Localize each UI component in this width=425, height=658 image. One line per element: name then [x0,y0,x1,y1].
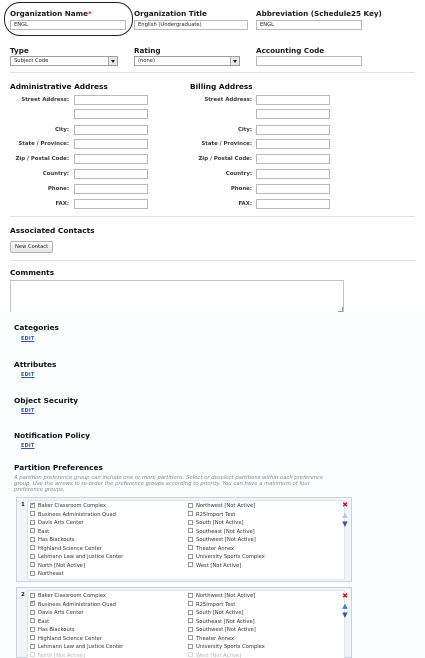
admin-city-input[interactable] [74,125,148,135]
billing-zip-input[interactable] [256,154,330,164]
billing-city-label: City: [237,127,252,133]
attributes-edit-link[interactable]: EDIT [21,373,35,378]
partition-option[interactable]: Northeast [30,570,64,578]
checkbox[interactable] [30,511,35,516]
checkbox[interactable] [188,635,193,640]
description-line: group. Use the arrows to re-order the preference groups according to priority. You can have a maximum of four [14,481,310,488]
move-down-arrow-icon[interactable]: ▼ [342,611,348,619]
partition-preferences-description [14,475,359,494]
checkbox[interactable] [30,562,35,567]
move-up-arrow-icon[interactable]: ▲ [342,602,348,610]
partition-option[interactable]: Southeast [Not Active] [188,618,255,626]
partition-option[interactable]: R25Import Test [188,511,235,519]
abbreviation-input[interactable]: ENGL [256,20,362,30]
billing-zip-label: Zip / Postal Code: [198,156,252,162]
associated-contacts-heading: Associated Contacts [10,226,95,235]
checkbox[interactable] [188,627,193,632]
type-select-value: Subject Code [14,58,49,64]
admin-zip-label: Zip / Postal Code: [15,156,69,162]
partition-option[interactable]: Southwest [Not Active] [188,626,256,634]
partition-option[interactable]: North [Not Active] [30,562,85,570]
billing-country-input[interactable] [256,169,330,179]
partition-option[interactable]: Davis Arts Center [30,609,84,617]
divider [10,260,415,261]
accounting-code-input[interactable] [256,56,362,66]
delete-x-icon[interactable]: ✖ [342,592,348,600]
object-security-edit-link[interactable]: EDIT [21,409,35,414]
checkbox[interactable] [30,627,35,632]
checkbox[interactable] [188,528,193,533]
partition-option[interactable]: Business Administration Quad [30,511,116,519]
billing-fax-input[interactable] [256,199,330,209]
partition-option[interactable]: South [Not Active] [188,609,244,617]
partition-option[interactable]: University Sports Complex [188,643,265,651]
comments-textarea[interactable] [10,280,344,313]
billing-state-label: State / Province: [201,141,252,147]
partition-option[interactable]: Lehmann Law and Justice Center [30,553,123,561]
partition-checkbox-list [27,590,345,658]
billing-address-heading: Billing Address [190,82,253,91]
attributes-heading: Attributes [14,360,57,369]
billing-street-input-1[interactable] [256,95,330,105]
partition-option[interactable]: Lehmann Law and Justice Center [30,643,123,651]
checkbox[interactable] [188,644,193,649]
admin-fax-label: FAX: [55,201,69,207]
admin-address-heading: Administrative Address [10,82,108,91]
admin-state-input[interactable] [74,139,148,149]
admin-country-label: Country: [42,171,69,177]
rating-select-value: (none) [138,58,155,64]
checkbox[interactable] [188,601,193,606]
admin-street-label: Street Address: [21,97,69,103]
partition-option[interactable]: Theater Annex [188,545,234,553]
billing-phone-label: Phone: [230,186,252,192]
admin-phone-label: Phone: [47,186,69,192]
checkbox[interactable] [30,593,35,598]
checkbox[interactable] [30,571,35,576]
partition-option[interactable]: Theater Annex [188,635,234,643]
checkbox[interactable] [30,610,35,615]
org-title-label: Organization Title [134,9,207,18]
partition-group-2 [16,587,352,658]
partition-option[interactable]: Has Blackouts [30,536,74,544]
billing-street-label: Street Address: [204,97,252,103]
rating-label: Rating [134,46,161,55]
admin-state-label: State / Province: [18,141,69,147]
abbreviation-label: Abbreviation (Schedule25 Key) [256,9,382,18]
billing-phone-input[interactable] [256,184,330,194]
billing-street-input-2[interactable] [256,109,330,119]
partition-option[interactable]: West [Not Active] [188,562,241,570]
checkbox[interactable] [188,554,193,559]
categories-heading: Categories [14,323,59,332]
checkbox[interactable] [30,520,35,525]
checkbox[interactable] [188,503,193,508]
partition-option[interactable]: Northwest [Not Active] [188,502,255,510]
partition-option[interactable]: ✓ Baker Classroom Complex [30,502,106,510]
chevron-down-icon [230,57,239,65]
type-select[interactable] [10,56,118,66]
rating-select[interactable] [134,56,240,66]
divider [10,72,415,73]
required-mark: * [87,9,92,18]
org-name-label: Organization Name* [10,9,92,18]
partition-option[interactable]: R25Import Test [188,601,235,609]
divider [10,216,415,217]
partition-option[interactable]: ✓Business Administration Quad [30,601,116,609]
checkbox[interactable] [188,618,193,623]
partition-option[interactable]: Highland Science Center [30,635,102,643]
type-label: Type [10,46,29,55]
move-down-arrow-icon[interactable]: ▼ [342,520,348,528]
partition-option[interactable]: East [30,618,49,626]
partition-option[interactable]: Northwest [Not Active] [188,592,255,600]
billing-fax-label: FAX: [238,201,252,207]
partition-group-1 [16,497,352,582]
accounting-code-label: Accounting Code [256,46,325,55]
checkbox[interactable] [188,652,193,657]
checkbox[interactable] [188,537,193,542]
admin-street-input-1[interactable] [74,95,148,105]
admin-zip-input[interactable] [74,154,148,164]
admin-country-input[interactable] [74,169,148,179]
chevron-down-icon [108,57,117,65]
notification-policy-edit-link[interactable]: EDIT [21,444,35,449]
checkbox[interactable] [30,652,35,657]
checkbox[interactable] [188,520,193,525]
partition-checkbox-list [27,500,345,580]
move-up-arrow-icon[interactable]: ▲ [342,511,348,519]
categories-edit-link[interactable]: EDIT [21,337,35,342]
highlight-oval [4,2,133,36]
partition-option[interactable]: Has Blackouts [30,626,74,634]
partition-option[interactable]: South [Not Active] [188,519,244,527]
billing-city-input[interactable] [256,125,330,135]
comments-heading: Comments [10,268,55,277]
partition-preferences-heading: Partition Preferences [14,463,103,472]
admin-street-input-2[interactable] [74,109,148,119]
admin-city-label: City: [54,127,69,133]
billing-state-input[interactable] [256,139,330,149]
checkbox[interactable] [188,511,193,516]
checkbox[interactable] [30,528,35,533]
org-name-input[interactable]: ENGL [10,20,126,30]
partition-option[interactable]: North [Not Active] [30,652,85,658]
checkbox[interactable] [188,562,193,567]
checkbox[interactable] [30,644,35,649]
checkbox[interactable] [30,601,35,606]
checkbox[interactable] [30,618,35,623]
billing-country-label: Country: [225,171,252,177]
checkbox[interactable] [188,610,193,615]
checkbox[interactable] [188,545,193,550]
partition-option[interactable]: West [Not Active] [188,652,241,658]
checkbox[interactable] [30,554,35,559]
partition-option[interactable]: East [30,528,49,536]
partition-option[interactable]: Davis Arts Center [30,519,84,527]
partition-group-number: 2 [21,592,25,598]
checkbox[interactable] [30,503,35,508]
delete-x-icon[interactable]: ✖ [342,501,348,509]
partition-group-number: 1 [21,502,25,508]
checkbox[interactable] [30,545,35,550]
partition-option[interactable]: Baker Classroom Complex [30,592,106,600]
partition-option[interactable]: Southeast [Not Active] [188,528,255,536]
description-line: A partition preference group can include one or more partitions. Select or deselect partitions within each preference [14,475,324,481]
org-title-input[interactable]: English (Undergraduate) [134,20,248,30]
checkbox[interactable] [30,635,35,640]
partition-option[interactable]: Southwest [Not Active] [188,536,256,544]
admin-phone-input[interactable] [74,184,148,194]
new-contact-button[interactable]: New Contact [10,241,53,253]
notification-policy-heading: Notification Policy [14,431,90,440]
partition-option[interactable]: Highland Science Center [30,545,102,553]
object-security-heading: Object Security [14,396,79,405]
partition-option[interactable]: University Sports Complex [188,553,265,561]
description-line: preference groups. [14,487,65,494]
admin-fax-input[interactable] [74,199,148,209]
checkbox[interactable] [188,593,193,598]
checkbox[interactable] [30,537,35,542]
